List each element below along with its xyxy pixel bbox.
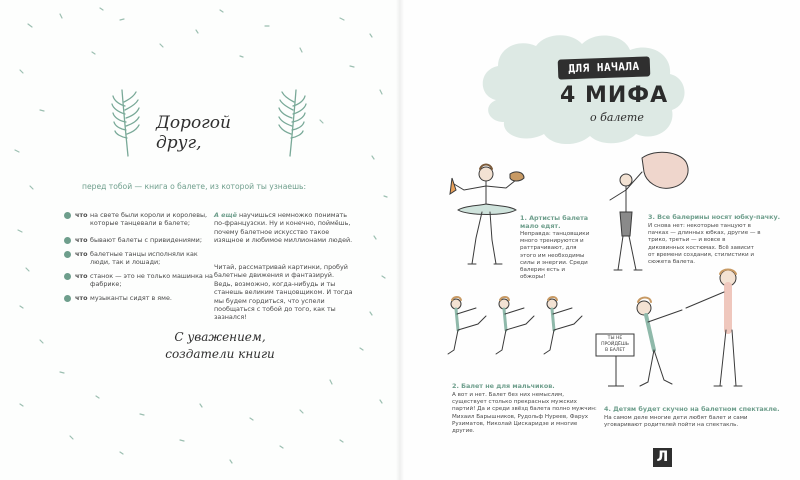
book-gutter bbox=[396, 0, 404, 480]
closing-line-1: С уважением, bbox=[174, 330, 266, 344]
bullet-dot bbox=[64, 212, 71, 219]
list-item-word: что bbox=[75, 250, 88, 258]
paragraph-2: Читай, рассматривай картинки, пробуй балетные движения и фантазируй. Ведь, возможно, когда-нибудь и ты станешь великим танцовщиком. И тогда мы будем гордиться, что успели пообщаться с тобой до того, как ты зазнался! bbox=[214, 263, 353, 322]
page-title: 4 МИФА bbox=[560, 83, 669, 108]
list-item-text: на свете были короли и королевы, которые танцевали в балете; bbox=[90, 211, 208, 228]
salutation: Дорогой друг, bbox=[156, 113, 231, 153]
laurel-left-icon bbox=[110, 86, 142, 158]
myth-2-text: А вот и нет. Балет без них немыслим, существует столько прекрасных мужских партий! Да и среди звёзд балета полно мужчин: Михаил Барышников, Рудольф Нуреев, Фарух Рузиматов, Николай Цискаридзе и многие другие. bbox=[452, 392, 597, 435]
list-item-text: станок — это не только машинка на фабрике; bbox=[90, 272, 213, 289]
myth-2-title: 2. Балет не для мальчиков. bbox=[452, 382, 555, 390]
myth-4-title: 4. Детям будет скучно на балетном спектакле. bbox=[604, 405, 780, 413]
laurel-right-icon bbox=[276, 86, 308, 158]
list-item-word: что bbox=[75, 236, 88, 244]
page-subtitle: о балете bbox=[590, 111, 644, 124]
myth-1-title: 1. Артисты балета мало едят. bbox=[520, 214, 589, 230]
sign-line-1: ТЫ НЕ bbox=[607, 336, 623, 341]
ballerina-eating-illustration bbox=[446, 160, 526, 272]
bullet-dot bbox=[64, 251, 71, 258]
myth-4-text: На самом деле многие дети любят балет и сами уговаривают родителей пойти на спектакль. bbox=[604, 415, 748, 429]
myth-1-text: Неправда: танцовщики много тренируются и раттрачивают, для этого им необходимы силы и энергии. Среди балерин есть и обжоры! bbox=[520, 231, 590, 281]
closing-line-2: создатели книги bbox=[165, 347, 275, 361]
publisher-logo: Л bbox=[653, 448, 672, 467]
paragraph-1-lead: А ещё bbox=[214, 211, 237, 219]
list-item-text: музыканты сидят в яме. bbox=[90, 294, 172, 302]
paragraph-1-text: научишься немножко понимать по-французски. Ну и конечно, поймёшь, почему балетное искусство такое изящное и любимое миллионами людей. bbox=[214, 211, 353, 245]
sign-line-3: В БАЛЕТ bbox=[604, 347, 626, 353]
list-item-word: что bbox=[75, 294, 88, 302]
list-item-word: что bbox=[75, 272, 88, 280]
parent-and-child-illustration bbox=[624, 266, 760, 396]
paragraph-1 bbox=[214, 211, 354, 245]
myth-3-title: 3. Все балерины носят юбку-пачку. bbox=[648, 213, 781, 221]
list-item-text: балетные танцы исполняли как люди, так и лошади; bbox=[90, 250, 198, 267]
sign-line-2: ПРОЙДЁШЬ bbox=[601, 341, 629, 347]
bullet-dot bbox=[64, 295, 71, 302]
bullet-dot bbox=[64, 273, 71, 280]
section-tag: ДЛЯ НАЧАЛА bbox=[558, 56, 651, 79]
intro-line: перед тобой — книга о балете, из которой ты узнаешь: bbox=[82, 182, 307, 191]
myth-3-text: И снова нет: некоторые танцуют в пачках — длинных юбках, другие — в трико, третьи — и вовсе в диковинных костюмах. Всё зависит от времени создания, стилистики и сюжета балета. bbox=[648, 223, 761, 266]
list-item-text: бывают балеты с привидениями; bbox=[90, 236, 202, 244]
dancing-boys-illustration bbox=[444, 294, 590, 360]
bullet-dot bbox=[64, 237, 71, 244]
list-item-word: что bbox=[75, 211, 88, 219]
